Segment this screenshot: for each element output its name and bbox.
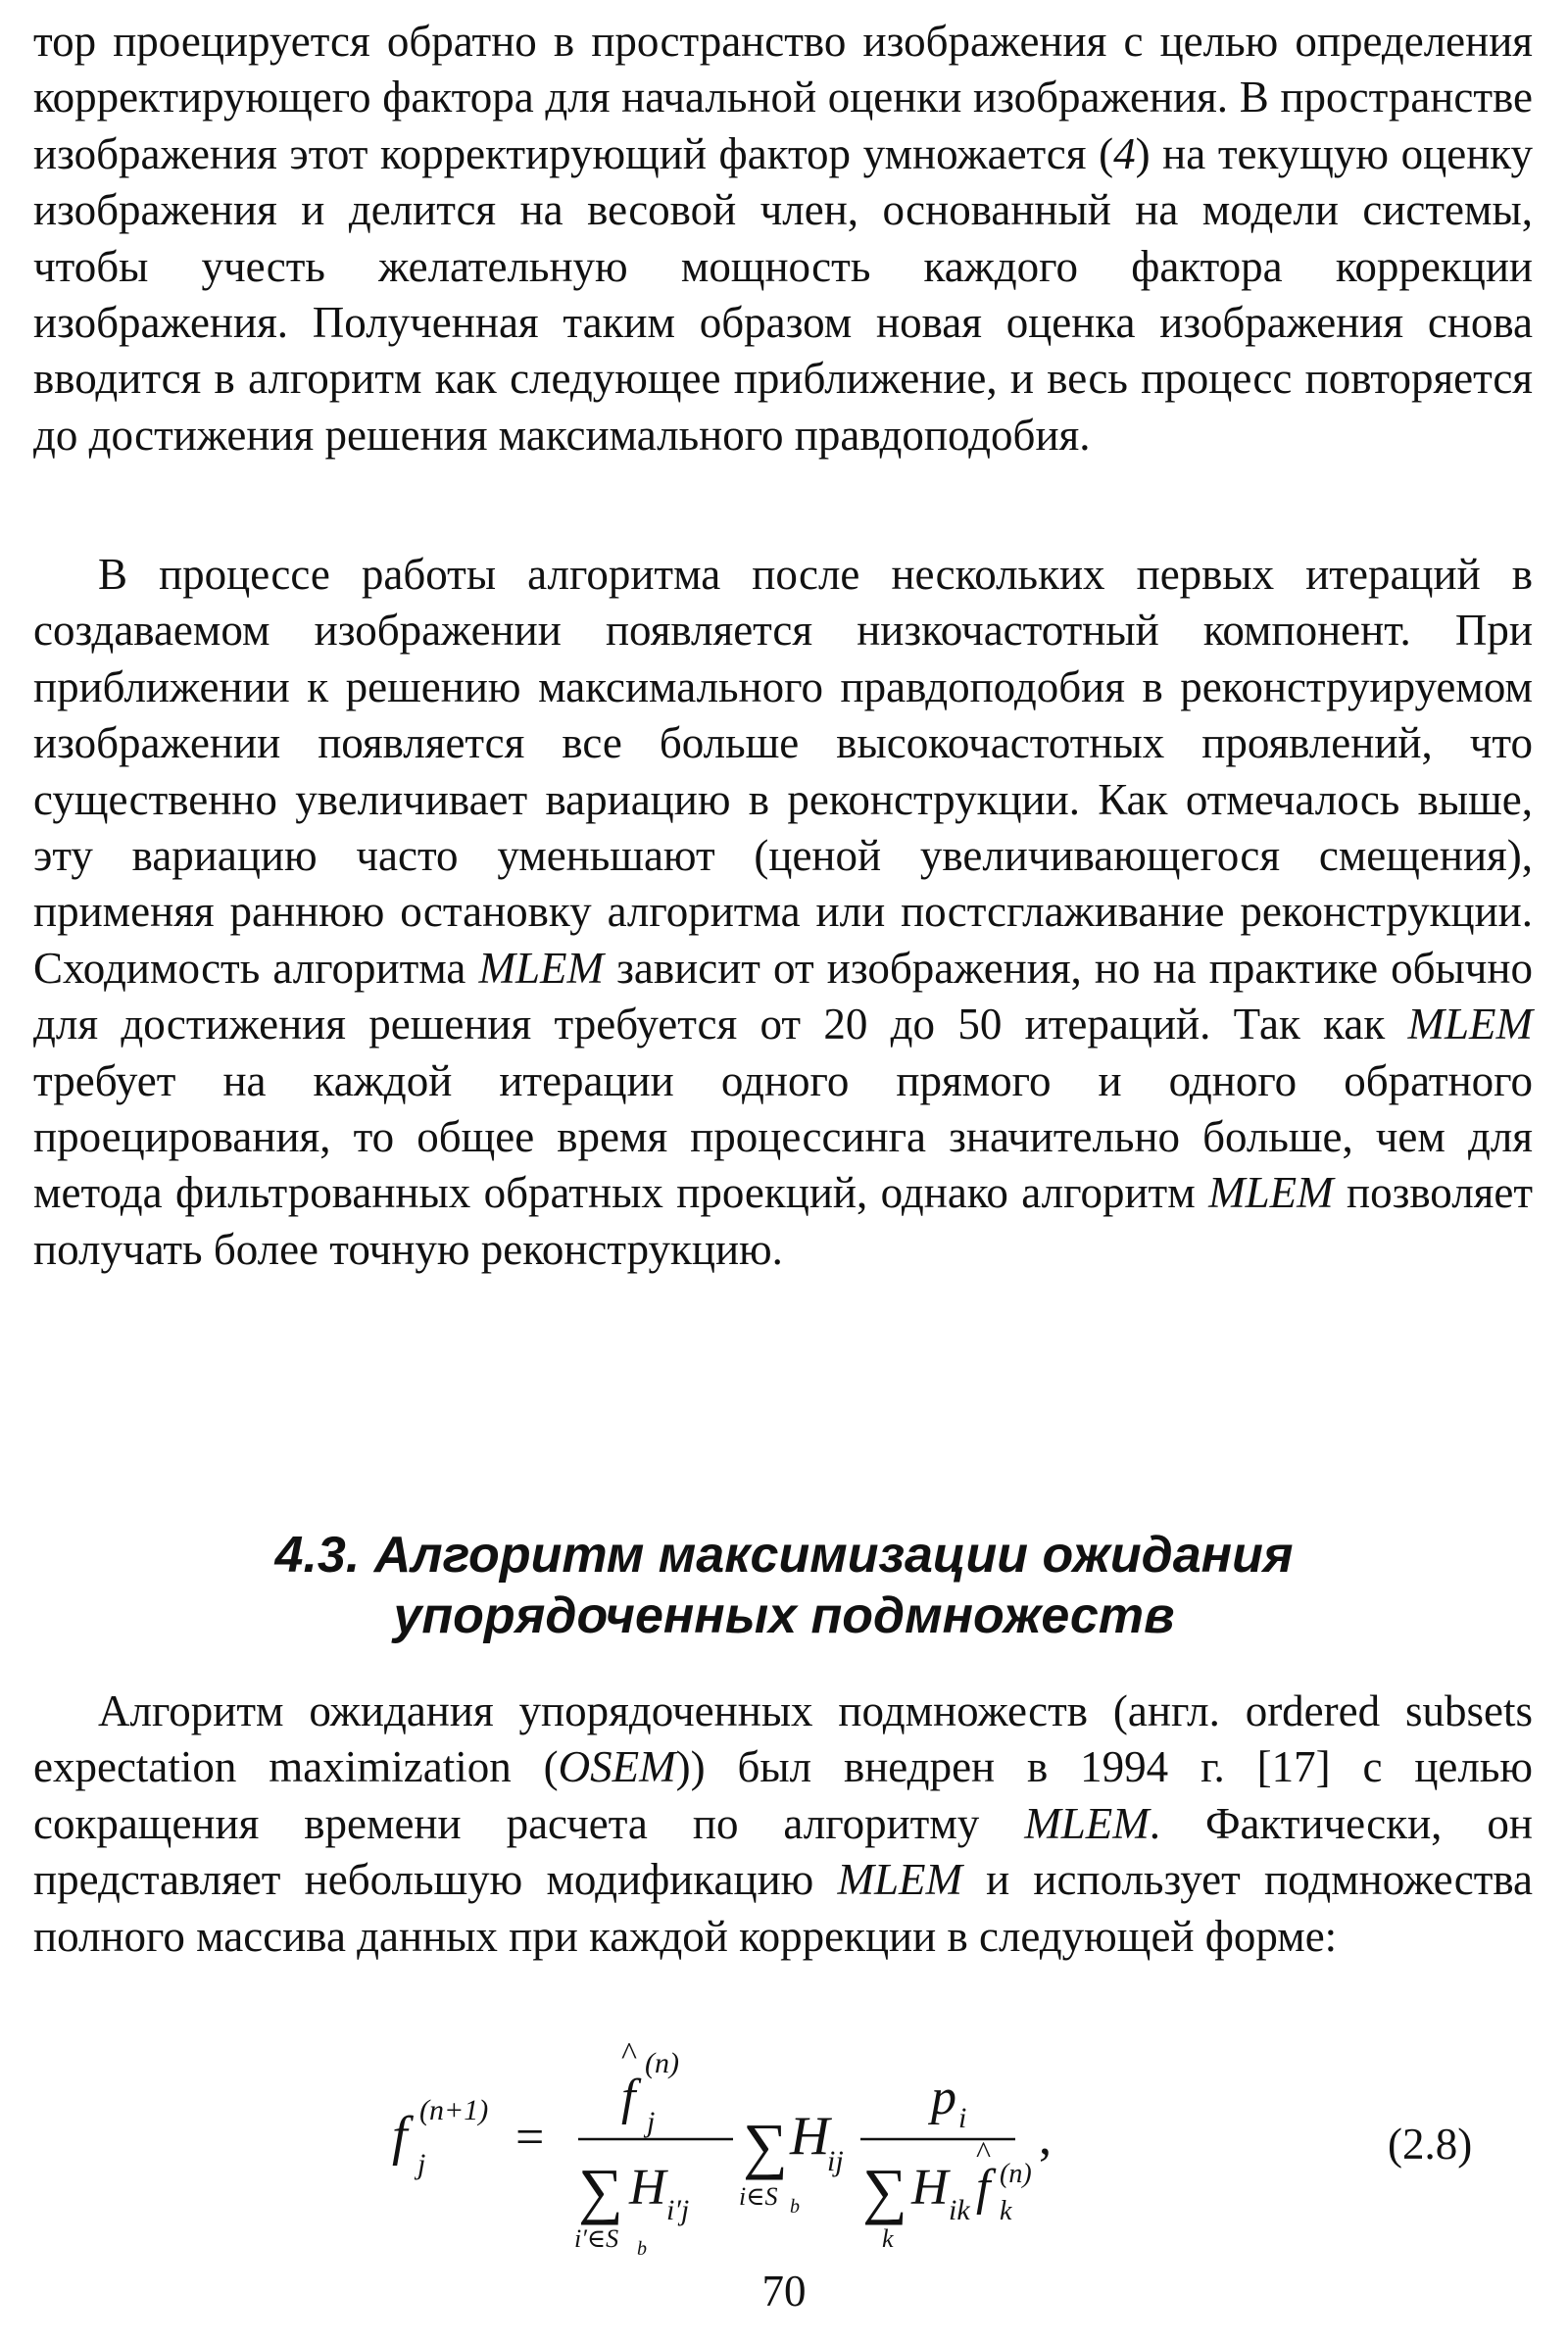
formula-sum-3-limit: k — [882, 2224, 894, 2253]
formula-sum-3-k: k — [1000, 2196, 1012, 2226]
formula-hat-mark: ^ — [621, 2043, 637, 2073]
formula-sum-1-sub: i′j — [666, 2194, 690, 2226]
formula-sum-3: ∑ — [862, 2156, 907, 2225]
formula-comma: , — [1039, 2110, 1052, 2166]
paragraph-osem-intro: Алгоритм ожидания упорядоченных подмножеств (англ. ordered subsets expectation maximization (OSEM)) был внедрен в 1994 г. [17] с целью сокращения времени расчета по алгоритму MLEM. Фактически, он представляет небольшую модификацию MLEM и использует подмножества полного массива данных при каждой коррекции в следующей форме: — [33, 1686, 1533, 1961]
formula-sum-2-limit: i∈S — [739, 2182, 778, 2211]
formula-sum-2-sub: ij — [827, 2145, 844, 2177]
formula-equals: = — [515, 2110, 545, 2166]
page-number: 70 — [761, 2267, 807, 2316]
section-heading — [0, 1525, 1568, 1646]
formula-p-sub: i — [958, 2102, 967, 2134]
formula-sum-2-H: H — [790, 2106, 830, 2167]
formula-sum-3-f: f — [976, 2160, 991, 2216]
formula-sum-2: ∑ — [743, 2111, 788, 2180]
formula-hat-f: f — [621, 2070, 636, 2125]
formula-p: p — [931, 2070, 956, 2125]
formula-sum-1-limit-b: b — [637, 2238, 647, 2259]
formula-hat-n: (n) — [645, 2047, 679, 2079]
section-heading-line-2: упорядоченных подмножеств — [393, 1587, 1175, 1644]
formula-lhs-j: j — [417, 2148, 426, 2180]
section-heading-line-1: 4.3. Алгоритм максимизации ожидания — [274, 1527, 1294, 1584]
formula-sum-3-hat: ^ — [976, 2134, 992, 2170]
formula-hat-j: j — [647, 2106, 656, 2138]
formula-sum-2-limit-b: b — [790, 2196, 800, 2218]
formula-lhs-n1: (n+1) — [419, 2094, 489, 2126]
formula-lhs-f: f — [392, 2106, 408, 2167]
formula-sum-1: ∑ — [578, 2156, 623, 2225]
paragraph-continuation: тор проецируется обратно в пространство изображения с целью определения корректирующего фактора для начальной оценки изображения. В пространстве изображения этот корректирующий фактор умножается (4) на текущую оценку изображения и делится на весовой член, основанный на модели системы, чтобы учесть желательную мощность каждого фактора коррекции изображения. Полученная таким образом новая оценка изображения снова вводится в алгоритм как следующее приближение, и весь процесс повторяется до достижения решения максимального правдоподобия. — [33, 17, 1533, 460]
formula-sum-3-n: (n) — [1000, 2159, 1032, 2189]
equation-number: (2.8) — [1388, 2120, 1473, 2169]
osem-formula — [372, 2043, 1215, 2259]
formula-sum-3-H: H — [911, 2160, 949, 2216]
formula-sum-3-sub: ik — [949, 2194, 970, 2226]
formula-sum-1-H: H — [629, 2160, 666, 2216]
paragraph-convergence: В процессе работы алгоритма после нескольких первых итераций в создаваемом изображении появляется низкочастотный компонент. При приближении к решению максимального правдоподобия в реконструируемом изображении появляется все больше высокочастотных проявлений, что существенно увеличивает вариацию в реконструкции. Как отмечалось выше, эту вариацию часто уменьшают (ценой увеличивающегося смещения), применяя раннюю остановку алгоритма или постсглаживание реконструкции. Сходимость алгоритма MLEM зависит от изображения, но на практике обычно для достижения решения требуется от 20 до 50 итераций. Так как MLEM требует на каждой итерации одного прямого и одного обратного проецирования, то общее время процессинга значительно больше, чем для метода фильтрованных обратных проекций, однако алгоритм MLEM позволяет получать более точную реконструкцию. — [33, 550, 1534, 1274]
formula-sum-1-limit: i′∈S — [574, 2224, 619, 2253]
